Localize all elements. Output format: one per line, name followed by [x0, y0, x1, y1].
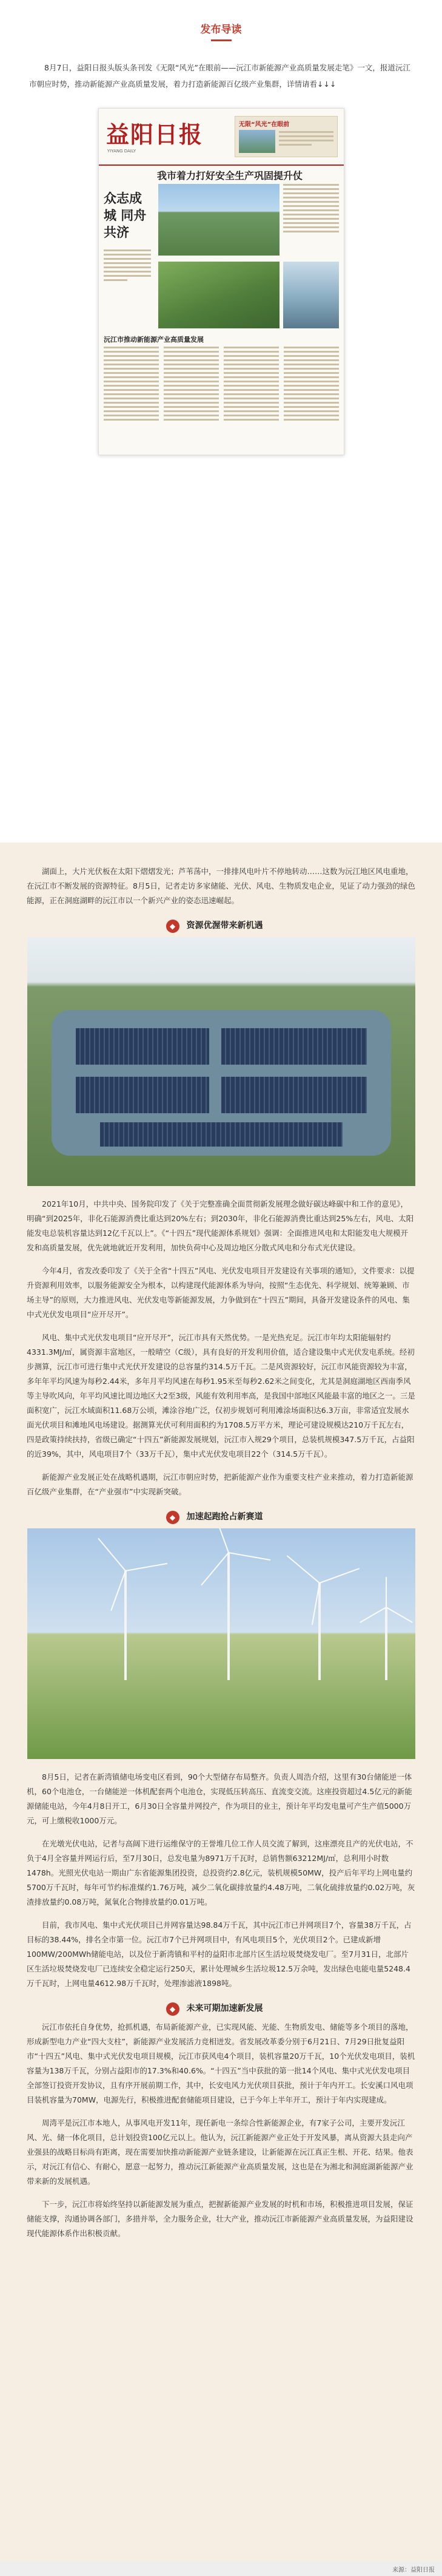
teaser-photo — [239, 130, 275, 153]
wind-turbine — [124, 1571, 127, 1680]
newspaper-photo-side — [283, 262, 339, 328]
newspaper-right-column — [283, 184, 339, 235]
solar-panel-array — [100, 1122, 343, 1147]
source-label: 来源：益阳日报 — [392, 2567, 435, 2574]
s2-paragraph-1: 8月5日，记者在新湾镇储电场变电区看到，90个大型储存布局整齐。负责人周浩介绍，这里有30台储能逆一体机，60个电池仓，一台储能逆一体机配套两个电池仓，实现低压转高压、直流变交流。这座投资超过4.5亿元的新能源储能电站，今年4月8日开工，6月30日全容量并网投产，作为项目的业主，预计年平均发电量可产生产值5000万元，可上缴税收1000万元。 — [27, 1772, 412, 1825]
section-title-1: 资源优渥带来新机遇 — [186, 921, 263, 930]
section-title-3: 未来可期加速新发展 — [186, 2004, 263, 2013]
newspaper-photo-fields — [158, 262, 280, 328]
section-heading-3 — [0, 1999, 442, 2020]
s2-paragraph-3: 目前，我市风电、集中式光伏项目已并网容量达98.84万千瓦，其中沅江市已并网项目7个，容量38万千瓦，占目标的38.44%，排名全市第一位。沅江市7个已并网项目中，有风电项目5个，光伏项目2个。已建成新增100MW/200MWh储能电站，以及位于新湾镇和平村的益阳市北部片区生活垃圾焚烧发电厂。至7月31日，北部片区生活垃圾焚烧发电厂已连续安全稳定运行250天，累计处理城乡生活垃圾12.5万余吨，发出绿色电能电量5248.4万千瓦时，上网电量4612.98万千瓦时，处理渗滤液1898吨。 — [27, 1920, 412, 1988]
newspaper-area — [0, 108, 442, 830]
newspaper-masthead — [99, 109, 344, 166]
teaser-text-lines — [279, 131, 333, 148]
newspaper-image[interactable] — [98, 108, 344, 455]
newspaper-bottom — [104, 334, 339, 450]
newspaper-bottom-headline: 沅江市推动新能源产业高质量发展 — [104, 336, 204, 344]
footer — [0, 2561, 442, 2576]
article-body — [0, 850, 442, 2249]
section-bullet-icon: ◆ — [166, 920, 179, 933]
s3-paragraph-3: 下一步，沅江市将始终坚持以新能源发展为重点，把握新能源产业发展的时机和市场，积极推进项目发展，保证储能支撑，沟通协调各部门，多措并举，全力服务企业，壮大产业，推动沅江市新能源产业高质量发展，为益阳建设现代能源体系作出积极贡献。 — [27, 2200, 414, 2238]
wind-turbine — [318, 1583, 321, 1680]
newspaper-teaser — [235, 116, 338, 157]
teaser-title: 无限“风光”在眼前 — [239, 121, 290, 128]
solar-panel-array — [221, 1077, 367, 1113]
wind-farm-photo[interactable] — [27, 1528, 415, 1759]
solar-panel-array — [76, 1028, 209, 1065]
title-underline — [211, 39, 232, 41]
newspaper-name: 益阳日报 — [106, 121, 204, 148]
s2-paragraph-2: 在光墩光伏电站，记者与高阔下进行运维保守的王誉堆几位工作人员交流了解到，这座漂亮且产的光伏电站，不负于4月全容量并网运行后，至7月30日，总发电量为8971万千瓦时，总销售额63212MJ/㎡，总利用小时数1478h。光照光伏电站一期由广东省能源集团投资，总投资约2.8亿元，装机规模50MW，投产后年平均上网电量约5700万千瓦时，每年可节约标准煤约1.76万吨，减少二氧化碳排放量约4.48万吨，二氧化硫排放量约0.02万吨，灰渣排放量约0.08万吨，氮氧化合物排放量约0.01万吨。 — [27, 1839, 415, 1907]
s1-paragraph-1: 2021年10月，中共中央、国务院印发了《关于完整准确全面贯彻新发展理念做好碳达峰碳中和工作的意见》，明确“到2025年，非化石能源消费比重达到20%左右；到2030年，非化石能源消费比重达到25%左右，风电、太阳能发电总装机容量达到12亿千瓦以上”。《“十四五”现代能源体系规划》强调：全面推进风电和太阳能发电大规模开发和高质量发展，优先就地就近开发利用，加快负荷中心及周边地区分散式风电和分布式光伏建设。 — [27, 1199, 414, 1252]
newspaper-headline: 我市着力打好安全生产巩固提升仗 — [157, 170, 303, 181]
header-section — [0, 0, 442, 842]
s3-paragraph-1: 沅江市依托自身优势，抢抓机遇，布局新能源产业，已实现风能、光能、生物质发电、储能等多个项目的落地，形成新型电力产业“四大支柱”，新能源产业发展活力竞相迸发。省发展改革委分别于6月21日、7月29日批复益阳市“十四五”风电、集中式光伏发电项目规模，沅江市获风电4个项目，装机容量20万千瓦，10个光伏发电项目，装机容量为138万千瓦，分别占益阳市的17.3%和40.6%。“十四五”当中获批的第一批14个风电、集中式光伏发电项目全部签订投资开发协议，且有序开展前期工作，其中，长安电风力光伏项目获批，预计于年内开工。长安溪口风电项目装机容量为70MW，电源先行，积极推进配套储能项目建设，已于今年上半年开工，预计于年内实现建成。 — [27, 2022, 415, 2104]
solar-panel-array — [76, 1077, 209, 1113]
section-heading-1 — [0, 917, 442, 937]
intro-paragraph: 8月7日，益阳日报头版头条刊发《无限“风光”在眼前——沅江市新能源产业高质量发展走笔》一文，报道沅江市朝应时势，推动新能源产业高质量发展，着力打造新能源百亿级产业集群，详情请看↓↓↓ — [29, 63, 410, 89]
s3-paragraph-2: 周湾平是沅江市本地人，从事风电开发11年，现任新电一条综合性新能源企业，有7家子公司，主要开发沅江风、光、储一体化项目，总计划投资100亿元以上。他认为，沅江新能源产业正处于开发风暴，离从资源大县走向产业强县的战略目标尚有距离，现在需要加快推动新能源产业链条建设，让新能源在沅江真正生根、开花、结果。他表示，对沅江有信心、有耐心，愿意一起努力，推动沅江新能源产业高质量发展，这也是在为湘北和洞庭湖新能源产业带来新的发展机遇。 — [27, 2118, 414, 2186]
page-title: 发布导读 — [200, 24, 242, 36]
intro2-paragraph: 湖面上，大片光伏板在太阳下熠熠发光；芦苇荡中，一排排风电叶片不停地转动……这数为沅江地区风电重地，在沅江市不断发展的资源特征。8月5日，记者走访多家储能、光伏、风电、生物质发电企业，见证了动力强劲的绿色能源，正在洞庭湖畔的沅江市以一个新兴产业的姿态迅速崛起。 — [27, 867, 415, 905]
solar-farm-photo[interactable] — [27, 937, 415, 1186]
wind-turbine — [227, 1553, 230, 1680]
newspaper-photo-main — [158, 184, 280, 256]
newspaper-left-headline: 众志成城 同舟共济 — [104, 191, 147, 240]
newspaper-left-column — [104, 172, 151, 283]
s1-paragraph-3: 风电、集中式光伏发电项目“应开尽开”，沅江市具有天然优势。一是光热充足。沅江市年均太阳能辐射约4331.3MJ/㎡，属资源丰富地区，一般晴空（C级），具有良好的开发利用价值，适合建设集中式光伏发电系统。经初步测算，沅江市可进行集中式光伏开发建设的总容量约314.5万千瓦。二是风资源较好，沅江市风能资源较为丰富，多年年平均风速为每秒2.44米，多年月平均风速在每秒1.95米至每秒2.62米之间变化，尤其是洞庭湖地区西南季风等主导吹风向，年平均风速比周边地区大2至3级，风能有效利用率高，是我国中部地区风能最丰富的地区之一。三是面积宽广，沅江水域面积11.68万公顷，滩涂谷地广泛，仅初步规划可利用滩涂场面积达6.3万亩，非常适宜发展水面光伏项目和滩地风电场建设。据测算光伏可利用面积约为1708.5万平方米，理论可建设规模达210万千瓦左右，四是政策持续扶持，省级已确定“十四五”新能源发展规划，沅江市入规29个项目，总装机规模347.5万千瓦，占益阳的近39%，其中，风电项目7个（33万千瓦），集中式光伏发电项目22个（314.5万千瓦）。 — [27, 1333, 415, 1459]
s1-paragraph-2: 今年4月，省发改委印发了《关于全省“十四五”风电、光伏发电项目开发建设有关事项的通知》，文件要求：以提升资源利用效率，以服务能源安全为根本，以构建现代能源体系为导向，按照“生态优先、科学规划、统筹兼顾、市场主导”的原则，大力推进风电、光伏发电等新能源发展，力争做到在“十四五”期间，具备开发建设条件的风电、集中式光伏发电项目“应开尽开”。 — [27, 1266, 415, 1319]
section-bullet-icon: ◆ — [166, 1511, 179, 1524]
section-title-2: 加速起跑抢占新赛道 — [186, 1512, 263, 1522]
newspaper-subline: YIYANG DAILY — [107, 149, 136, 154]
section-heading-2 — [0, 1508, 442, 1528]
s1-paragraph-4: 新能源产业发展正处在战略机遇期，沅江市朝应时势，把新能源产业作为重要支柱产业来推动，着力打造新能源百亿级产业集群，在“产业强市”中实现新突破。 — [27, 1473, 414, 1496]
wind-turbine — [385, 1607, 387, 1680]
solar-panel-array — [221, 1028, 367, 1065]
section-bullet-icon: ◆ — [166, 2002, 179, 2016]
